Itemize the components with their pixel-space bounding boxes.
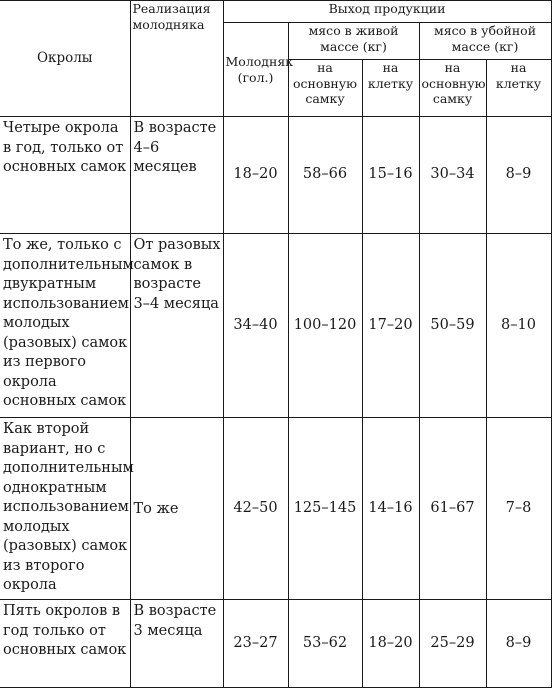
cell-slaughter-per-doe: 61–67	[419, 418, 486, 600]
header-live-per-doe: на основную самку	[288, 60, 362, 117]
header-slaughter-meat: мясо в убойной массе (кг)	[419, 23, 551, 60]
header-slaughter-per-cage: на клетку	[486, 60, 551, 117]
cell-young: 42–50	[223, 418, 288, 600]
cell-young: 34–40	[223, 234, 288, 418]
cell-slaughter-per-doe: 30–34	[419, 117, 486, 234]
cell-live-per-cage: 17–20	[362, 234, 419, 418]
cell-slaughter-per-cage: 7–8	[486, 418, 551, 600]
cell-slaughter-per-doe: 50–59	[419, 234, 486, 418]
cell-live-per-cage: 15–16	[362, 117, 419, 234]
cell-realization: В возрасте 4–6 месяцев	[130, 117, 223, 234]
header-okroly: Окролы	[0, 1, 130, 117]
cell-okroly: Как второй вариант, но с дополнительным однократным использованием молодых (разовых) самок из второго окрола	[0, 418, 130, 600]
header-live-meat: мясо в живой массе (кг)	[288, 23, 419, 60]
table-row	[0, 234, 551, 418]
cell-live-per-doe: 125–145	[288, 418, 362, 600]
header-young: Молодняк (гол.)	[223, 23, 288, 117]
table-row	[0, 117, 551, 234]
cell-live-per-cage: 14–16	[362, 418, 419, 600]
cell-slaughter-per-cage: 8–10	[486, 234, 551, 418]
header-live-per-cage: на клетку	[362, 60, 419, 117]
cell-realization: От разовых самок в возрасте 3–4 месяца	[130, 234, 223, 418]
header-slaughter-per-doe: на основную самку	[419, 60, 486, 117]
cell-live-per-cage: 18–20	[362, 600, 419, 688]
cell-okroly: Пять окролов в год только от основных самок	[0, 600, 130, 688]
cell-live-per-doe: 100–120	[288, 234, 362, 418]
cell-young: 23–27	[223, 600, 288, 688]
cell-realization: То же	[130, 418, 223, 600]
cell-slaughter-per-cage: 8–9	[486, 600, 551, 688]
cell-live-per-doe: 53–62	[288, 600, 362, 688]
cell-realization: В возрасте 3 месяца	[130, 600, 223, 688]
header-realization: Реализация молодняка	[130, 1, 223, 117]
cell-slaughter-per-doe: 25–29	[419, 600, 486, 688]
table-row	[0, 418, 551, 600]
cell-live-per-doe: 58–66	[288, 117, 362, 234]
cell-slaughter-per-cage: 8–9	[486, 117, 551, 234]
cell-young: 18–20	[223, 117, 288, 234]
header-output: Выход продукции	[223, 1, 551, 23]
cell-okroly: Четыре окрола в год, только от основных самок	[0, 117, 130, 234]
cell-okroly: То же, только с дополнительным двукратным использованием молодых (разовых) самок из первого окрола основных самок	[0, 234, 130, 418]
